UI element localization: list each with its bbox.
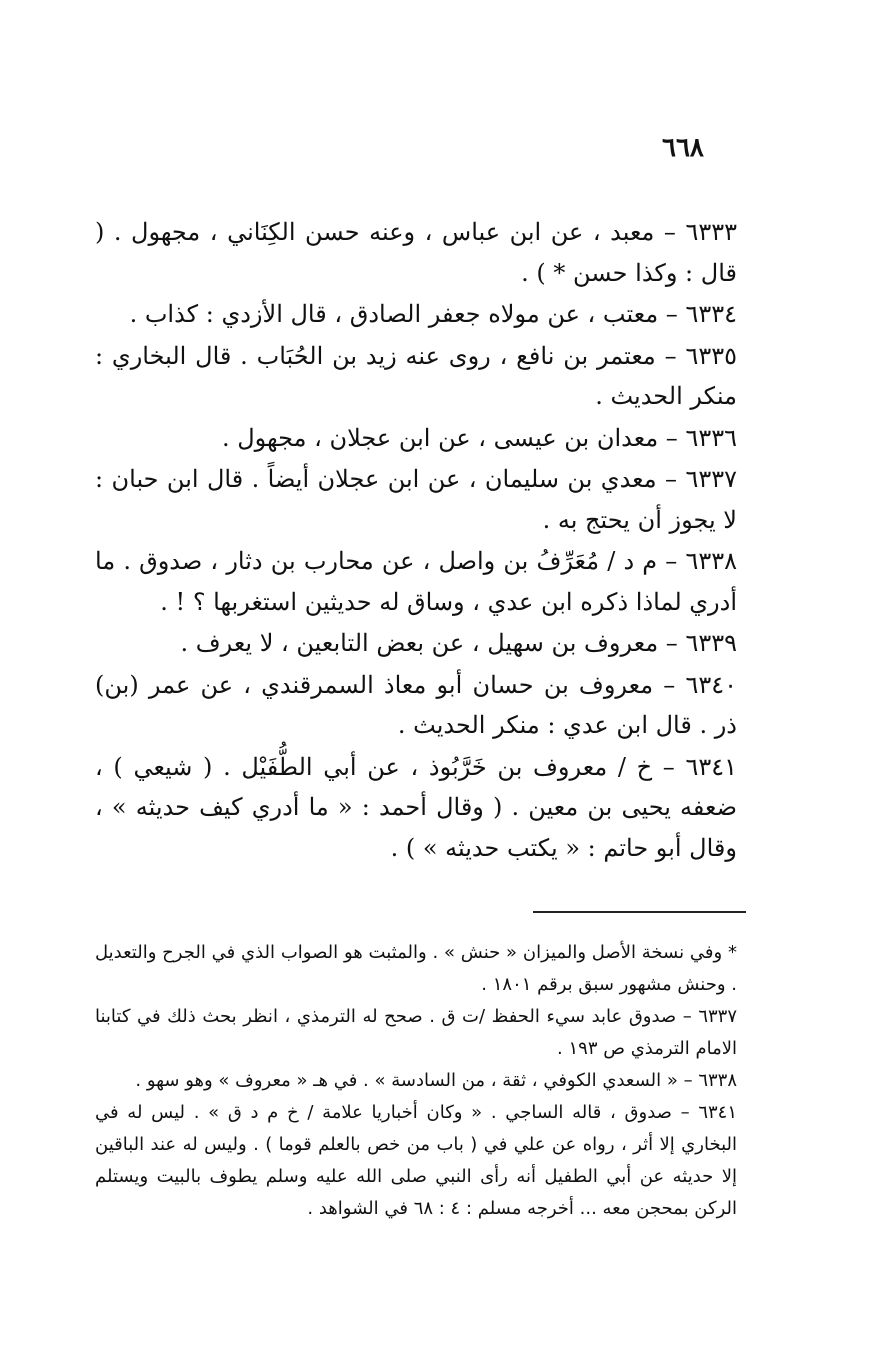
entry-6334: ٦٣٣٤ – معتب ، عن مولاه جعفر الصادق ، قال الأزدي : كذاب . — [129, 300, 737, 328]
entry-6339: ٦٣٣٩ – معروف بن سهيل ، عن بعض التابعين ، لا يعرف . — [180, 629, 737, 657]
entry-6335: ٦٣٣٥ – معتمر بن نافع ، روى عنه زيد بن الحُبَاب . قال البخاري : منكر الحديث . — [95, 341, 737, 410]
entry-6333: ٦٣٣٣ – معبد ، عن ابن عباس ، وعنه حسن الكِنَاني ، مجهول . ( قال : وكذا حسن * ) . — [95, 218, 737, 287]
entry-6340: ٦٣٤٠ – معروف بن حسان أبو معاذ السمرقندي ، عن عمر (بن) ذر . قال ابن عدي : منكر الحديث . — [95, 670, 737, 739]
footnote-asterisk: * وفي نسخة الأصل والميزان « حنش » . والمثبت هو الصواب الذي في الجرح والتعديل . وحنش مشهور سبق برقم ١٨٠١ . — [95, 942, 737, 995]
footnote-6338: ٦٣٣٨ – « السعدي الكوفي ، ثقة ، من السادسة » . في هـ « معروف » وهو سهو . — [135, 1070, 737, 1091]
entry-6336: ٦٣٣٦ – معدان بن عيسى ، عن ابن عجلان ، مجهول . — [221, 423, 737, 452]
entry-6337: ٦٣٣٧ – معدي بن سليمان ، عن ابن عجلان أيضاً . قال ابن حبان : لا يجوز أن يحتج به . — [95, 465, 737, 534]
page-number: ٦٦٨ — [662, 133, 704, 163]
footnote-divider — [533, 911, 746, 913]
footnote-6337: ٦٣٣٧ – صدوق عابد سيء الحفظ /ت ق . صحح له الترمذي ، انظر بحث ذلك في كتابنا الامام الترمذي ص ١٩٣ . — [95, 1006, 737, 1059]
entry-6338: ٦٣٣٨ – م د / مُعَرِّفُ بن واصل ، عن محارب بن دثار ، صدوق . ما أدري لماذا ذكره ابن عدي ، وساق له حديثين استغربها ؟ ! . — [95, 547, 737, 616]
entry-6341: ٦٣٤١ – خ / معروف بن خَرَّبُوذ ، عن أبي الطُّفَيْل . ( شيعي ) ، ضعفه يحيى بن معين . ( وقال أحمد : « ما أدري كيف حديثه » ، وقال أبو حاتم : « يكتب حديثه » ) . — [95, 752, 737, 862]
footnotes — [95, 937, 737, 1225]
entries-list — [95, 212, 737, 868]
footnote-6341: ٦٣٤١ – صدوق ، قاله الساجي . « وكان أخباريا علامة / خ م د ق » . ليس له في البخاري إلا أثر ، رواه عن علي في ( باب من خص بالعلم قوما ) . وليس له عند الباقين إلا حديثه عن أبي الطفيل أنه رأى النبي صلى الله عليه وسلم يطوف بالبيت ويستلم الركن بمحجن معه ... أخرجه مسلم : ٤ : ٦٨ في الشواهد . — [95, 1102, 737, 1219]
